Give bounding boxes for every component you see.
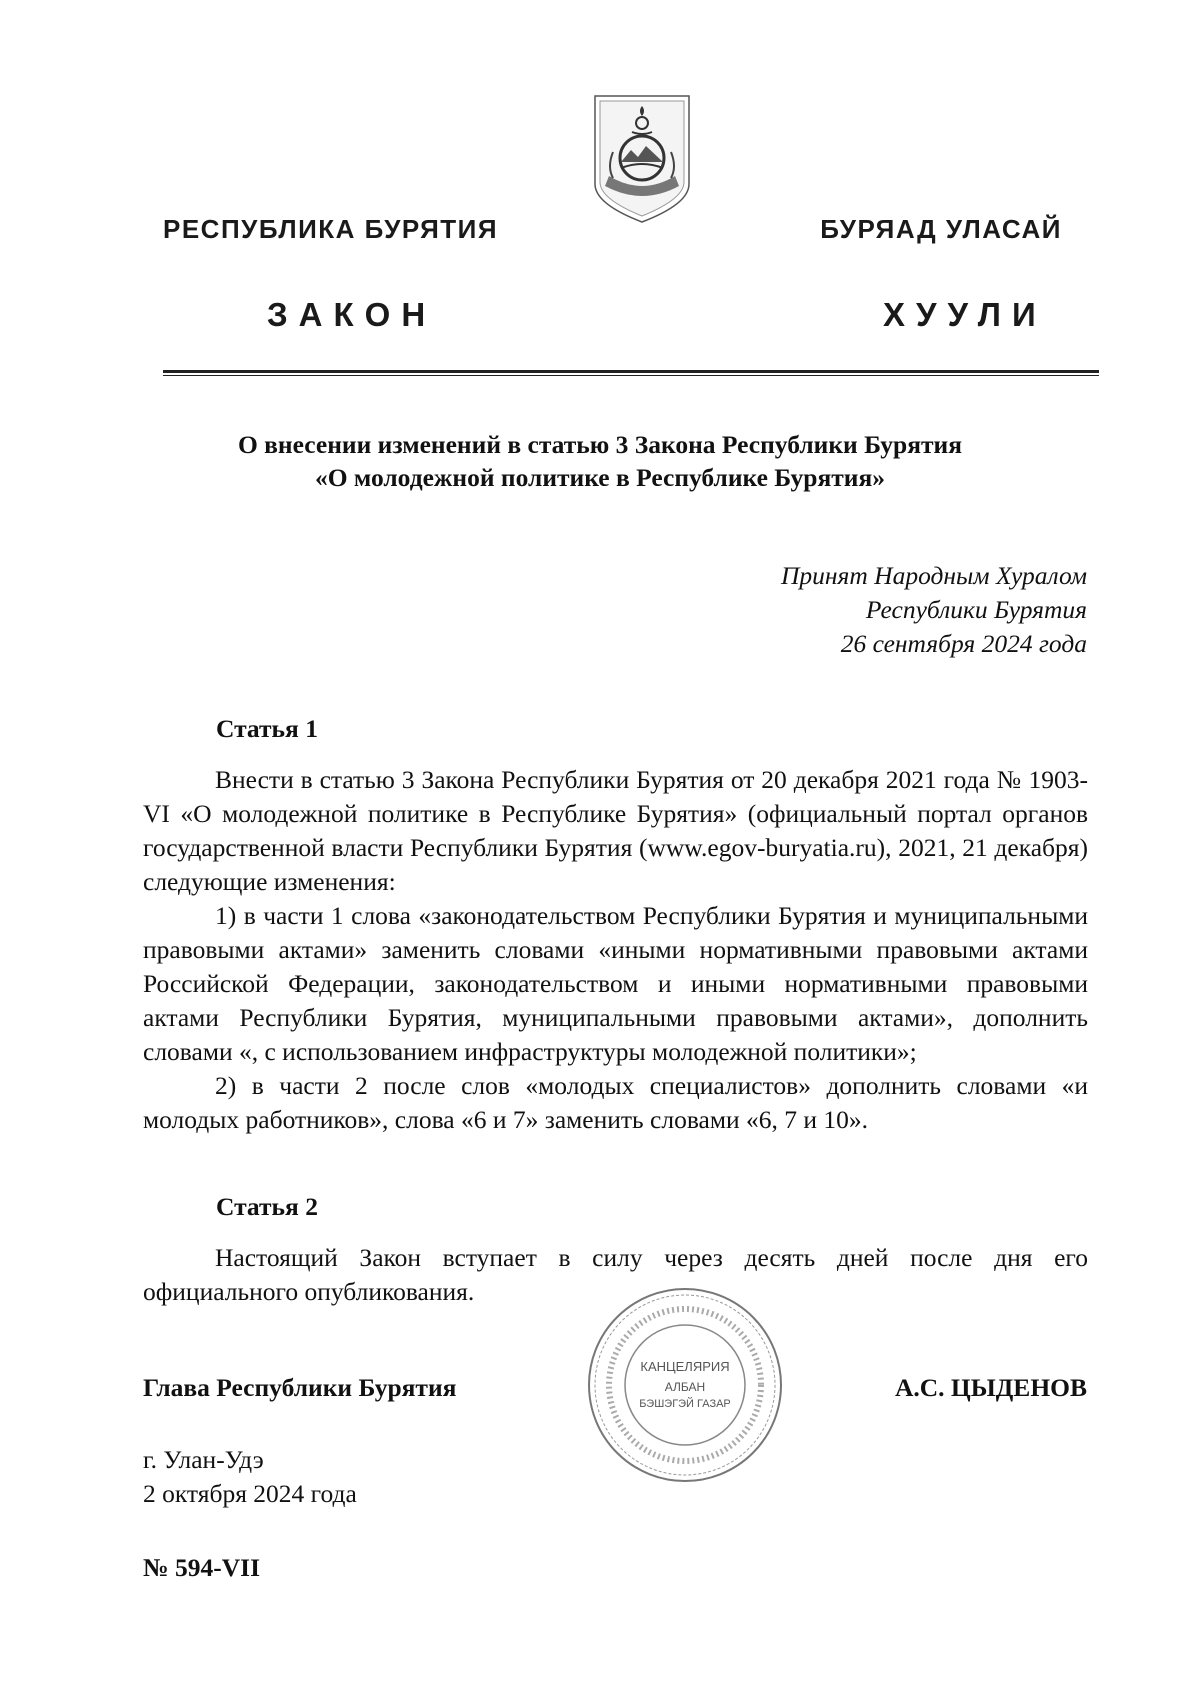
article-1-heading: Статья 1: [216, 714, 318, 743]
law-number: № 594-VII: [143, 1553, 261, 1582]
republic-name-ru: РЕСПУБЛИКА БУРЯТИЯ: [163, 214, 499, 244]
signatory-title: Глава Республики Бурятия: [143, 1373, 457, 1402]
article-2-text: Настоящий Закон вступает в силу через десять дней после дня его официального опубликования.: [143, 1243, 1088, 1306]
article-1-body: [143, 763, 1088, 1137]
law-title-line-1: О внесении изменений в статью 3 Закона Республики Бурятия: [237, 430, 963, 459]
official-seal-icon: [585, 1285, 785, 1485]
article-1-item-1: 1) в части 1 слова «законодательством Республики Бурятия и муниципальными правовыми актами» заменить словами «иными нормативными правовыми актами Российской Федерации, законодательством и иными нормативными правовыми актами Республики Бурятия, муниципальными правовыми актами», дополнить словами «, с использованием инфраструктуры молодежной политики»;: [143, 901, 1088, 1066]
seal-line-1: КАНЦЕЛЯРИЯ: [640, 1359, 730, 1374]
law-label-bur: ХУУЛИ: [883, 296, 1047, 333]
header-divider: [163, 370, 1099, 376]
signing-city: г. Улан-Удэ: [143, 1445, 264, 1474]
law-label-ru: ЗАКОН: [267, 296, 437, 333]
law-title: [150, 428, 1050, 494]
article-1-item-2: 2) в части 2 после слов «молодых специалистов» дополнить словами «и молодых работников», слова «6 и 7» заменить словами «6, 7 и 10».: [143, 1071, 1088, 1134]
signing-date: 2 октября 2024 года: [143, 1479, 357, 1508]
adoption-note: [781, 559, 1087, 661]
seal-line-2: АЛБАН: [664, 1380, 706, 1394]
article-2-heading: Статья 2: [216, 1192, 318, 1221]
signing-place-date: [143, 1443, 357, 1511]
article-1-intro: Внести в статью 3 Закона Республики Бурятия от 20 декабря 2021 года № 1903-VI «О молодежной политике в Республике Бурятия» (официальный портал органов государственной власти Республики Бурятия (www.egov-buryatia.ru), 2021, 21 декабря) следующие изменения:: [143, 765, 1088, 896]
signatory-name: А.С. ЦЫДЕНОВ: [894, 1373, 1087, 1402]
seal-line-3: БЭШЭГЭЙ ГАЗАР: [639, 1398, 731, 1410]
adoption-line-2: Республики Бурятия: [865, 595, 1087, 624]
adoption-date: 26 сентября 2024 года: [840, 629, 1087, 658]
adoption-line-1: Принят Народным Хуралом: [780, 561, 1087, 590]
law-title-line-2: «О молодежной политике в Республике Бурятия»: [314, 463, 886, 492]
republic-name-bur: БУРЯАД УЛАСАЙ: [820, 214, 1062, 244]
coat-of-arms-icon: [591, 92, 693, 226]
